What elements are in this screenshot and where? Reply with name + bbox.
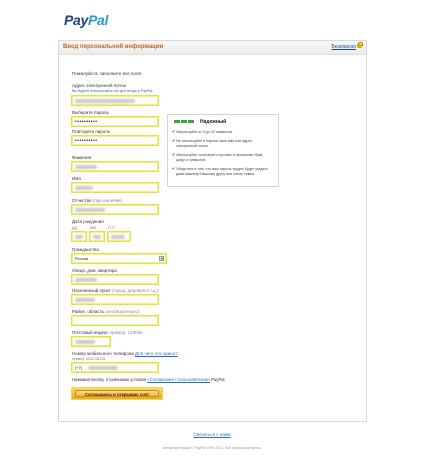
check-icon: ✔ xyxy=(172,129,176,134)
last-name-value-redacted xyxy=(75,165,97,169)
agreement-text xyxy=(72,377,226,382)
city-value-redacted xyxy=(75,298,95,302)
zip-example: пример: 123065 xyxy=(109,330,143,335)
check-icon: ✔ xyxy=(172,166,176,171)
birth-month-field[interactable] xyxy=(89,231,105,242)
street-field[interactable] xyxy=(71,274,159,285)
email-value-redacted xyxy=(75,99,135,103)
phone-field[interactable] xyxy=(71,362,159,373)
region-optional: (необязательно) xyxy=(105,309,140,314)
password-value: •••••••••• xyxy=(75,119,98,125)
birth-day-value-redacted xyxy=(75,235,83,239)
agreement-prefix: Нажимая кнопку, я принимаю условия xyxy=(72,377,148,382)
secure-label: Безопасно xyxy=(331,44,356,50)
user-agreement-link[interactable]: «Соглашения с пользователем» xyxy=(147,377,210,382)
check-icon: ✔ xyxy=(172,152,176,157)
phone-example: пример: 9031231231 xyxy=(72,357,106,361)
zip-label xyxy=(72,330,143,335)
tip-item xyxy=(172,166,272,176)
middle-name-label xyxy=(72,198,122,203)
submit-button[interactable] xyxy=(71,387,163,400)
email-field[interactable] xyxy=(71,95,159,106)
region-field[interactable] xyxy=(71,315,159,326)
zip-field[interactable] xyxy=(71,336,111,347)
first-name-value-redacted xyxy=(75,186,93,190)
copyright-text: Авторские права © PayPal 1999-2013. Все права защищены. xyxy=(162,446,262,450)
secure-link[interactable] xyxy=(332,44,363,50)
birth-year-field[interactable] xyxy=(107,231,131,242)
first-name-label: Имя xyxy=(72,176,81,181)
tip-text: Используйте сочетание строчных и прописных букв, цифр и символов. xyxy=(176,153,264,162)
intro-text: Пожалуйста, заполните все поля. xyxy=(72,71,143,76)
month-sublabel: ММ xyxy=(90,226,96,230)
submit-label: Соглашаюсь и открываю счет xyxy=(84,392,150,397)
contact-link[interactable]: Связаться с нами xyxy=(193,432,231,437)
citizenship-label: Гражданство xyxy=(72,247,99,252)
birthdate-label: Дата рождения xyxy=(72,219,104,224)
last-name-label: Фамилия xyxy=(72,155,92,160)
phone-prefix: (+7) xyxy=(75,365,83,370)
submit-button-face xyxy=(75,390,159,397)
first-name-field[interactable] xyxy=(71,182,159,193)
last-name-field[interactable] xyxy=(71,161,159,172)
tip-item xyxy=(172,152,272,162)
phone-label-text: Номер мобильного телефона xyxy=(72,351,134,356)
check-icon: ✔ xyxy=(172,138,176,143)
phone-value-redacted xyxy=(88,366,118,370)
region-label-text: Район, область xyxy=(72,309,105,314)
password-confirm-value: •••••••••• xyxy=(75,138,98,144)
tip-item xyxy=(172,138,272,148)
password-confirm-label: Повторите пароль xyxy=(72,129,111,134)
strength-meter xyxy=(174,120,194,123)
city-label xyxy=(72,288,158,293)
paypal-logo xyxy=(64,12,108,28)
phone-label xyxy=(72,351,178,356)
tip-text: Используйте от 8 до 20 символов. xyxy=(176,130,233,134)
phone-why-link[interactable]: Для чего это нужно? xyxy=(135,351,178,356)
zip-label-text: Почтовый индекс xyxy=(72,330,109,335)
tip-item xyxy=(172,129,272,135)
city-field[interactable] xyxy=(71,294,159,305)
card-header xyxy=(59,41,366,55)
signup-card xyxy=(58,40,367,422)
city-label-text: Населенный пункт xyxy=(72,288,111,293)
agreement-suffix: PayPal. xyxy=(209,377,226,382)
logo-pay: Pay xyxy=(64,12,89,28)
password-label: Выберите пароль xyxy=(72,110,109,115)
street-label: Улица, дом, квартира xyxy=(72,268,117,273)
region-label xyxy=(72,309,140,314)
birth-month-value-redacted xyxy=(93,235,101,239)
email-hint: Вы будете использовать его для входа в PayPal. xyxy=(72,89,154,93)
strength-title: Надежный xyxy=(200,119,227,125)
birth-year-value-redacted xyxy=(111,235,125,239)
year-sublabel: ГГГГ xyxy=(108,226,116,230)
lock-icon xyxy=(357,44,362,48)
day-sublabel: ДД xyxy=(72,226,77,230)
city-optional: (город, деревня и т.д.) xyxy=(111,288,159,293)
email-label: Адрес электронной почты xyxy=(72,83,127,88)
middle-name-optional: (при наличии) xyxy=(92,198,123,203)
password-strength-panel xyxy=(167,114,279,187)
password-confirm-field[interactable] xyxy=(71,135,159,146)
middle-name-value-redacted xyxy=(75,208,105,212)
logo-pal: Pal xyxy=(88,12,109,28)
tip-text: Не используйте в пароле свое имя или адрес электронной почты. xyxy=(176,139,253,148)
birth-day-field[interactable] xyxy=(71,231,87,242)
middle-name-label-text: Отчество xyxy=(72,198,92,203)
tip-text: Убедитесь в том, что ваш пароль трудно будет угадать даже вашему близкому другу или члену семьи. xyxy=(176,167,268,176)
middle-name-field[interactable] xyxy=(71,204,159,215)
street-value-redacted xyxy=(75,278,97,282)
citizenship-value: Россия xyxy=(75,256,89,261)
password-field[interactable] xyxy=(71,116,159,127)
chevron-down-icon[interactable] xyxy=(159,256,164,261)
citizenship-select[interactable] xyxy=(71,253,167,264)
zip-value-redacted xyxy=(75,340,95,344)
page-title: Ввод персональной информации xyxy=(63,44,164,50)
